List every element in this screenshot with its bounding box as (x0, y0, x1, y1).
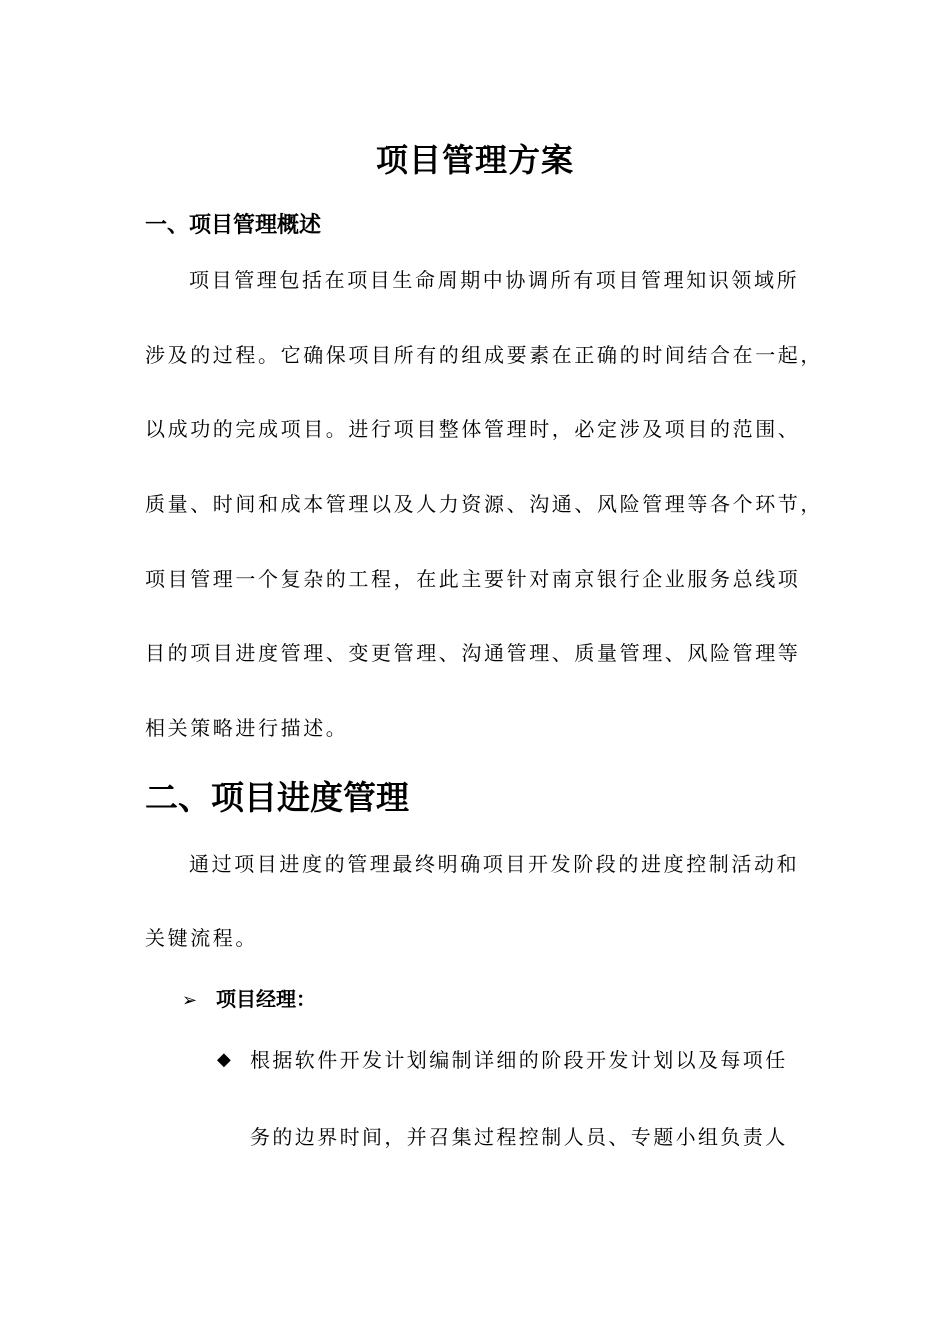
bullet-project-manager (182, 983, 316, 1017)
section-heading-schedule: 二、项目进度管理 (145, 778, 409, 817)
bullet-label: 项目经理： (216, 987, 316, 1011)
paragraph-line: 涉及的过程。它确保项目所有的组成要素在正确的时间结合在一起， (145, 343, 823, 367)
paragraph-line: 以成功的完成项目。进行项目整体管理时，必定涉及项目的范围、 (145, 417, 801, 441)
document-title: 项目管理方案 (375, 141, 574, 179)
paragraph-line: 关键流程。 (145, 926, 258, 950)
section-heading-overview: 一、项目管理概述 (145, 213, 322, 238)
paragraph-line: 目的项目进度管理、变更管理、沟通管理、质量管理、风险管理等 (145, 641, 801, 665)
sub-item-line: 根据软件开发计划编制详细的阶段开发计划以及每项任 (250, 1048, 788, 1072)
sub-item-line: 务的边界时间，并召集过程控制人员、专题小组负责人 (250, 1125, 788, 1149)
paragraph-line: 项目管理一个复杂的工程，在此主要针对南京银行企业服务总线项 (145, 567, 801, 591)
paragraph-line: 通过项目进度的管理最终明确项目开发阶段的进度控制活动和 (189, 852, 800, 876)
arrow-bullet-icon: ➢ (182, 990, 198, 1011)
paragraph-line: 相关策略进行描述。 (145, 716, 349, 740)
diamond-bullet-icon: ◆ (217, 1049, 231, 1070)
paragraph-line: 项目管理包括在项目生命周期中协调所有项目管理知识领域所 (189, 268, 800, 292)
paragraph-line: 质量、时间和成本管理以及人力资源、沟通、风险管理等各个环节， (145, 492, 823, 516)
